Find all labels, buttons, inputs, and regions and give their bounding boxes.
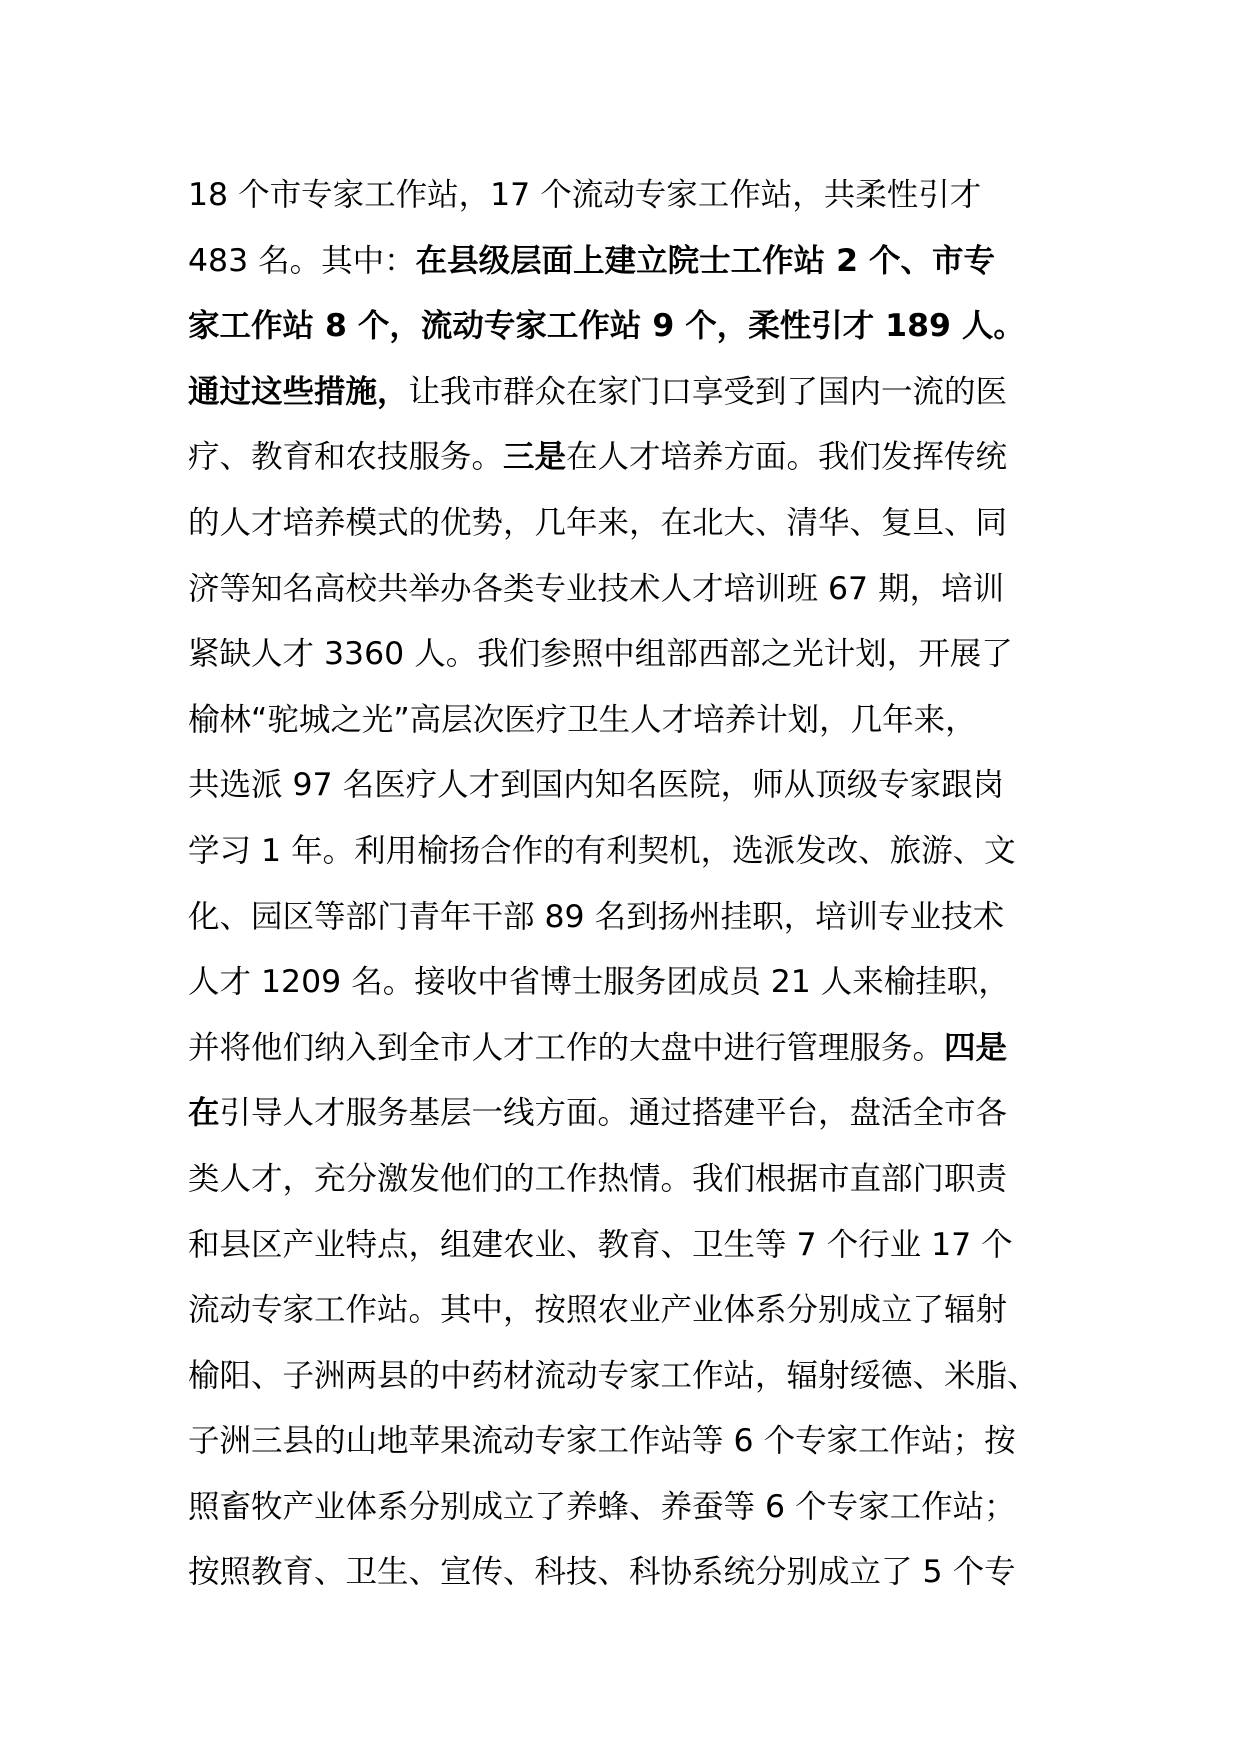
text-line (188, 885, 1088, 951)
text-run: 榆林“驼城之光”高层次医疗卫生人才培养计划，几年来， (188, 701, 977, 738)
text-run: 483 名。其中： (188, 242, 416, 279)
text-line (188, 753, 1088, 819)
text-run: 人才 1209 名。接收中省博士服务团成员 21 人来榆挂职， (188, 964, 1010, 1001)
text-run: 18 个市专家工作站，17 个流动专家工作站，共柔性引才 (188, 177, 982, 213)
text-line (188, 1016, 1088, 1082)
bold-text: 在县级层面上建立院士工作站 2 个、市专 (415, 242, 995, 279)
text-run: 并将他们纳入到全市人才工作的大盘中进行管理服务。 (188, 1029, 945, 1066)
text-line (188, 229, 1088, 295)
text-line (188, 491, 1088, 557)
text-run: 引导人才服务基层一线方面。通过搭建平台，盘活全市各 (219, 1095, 1008, 1132)
text-line (188, 1081, 1088, 1147)
text-run: 的人才培养模式的优势，几年来，在北大、清华、复旦、同 (188, 504, 1008, 541)
text-run: 化、园区等部门青年干部 89 名到扬州挂职，培训专业技术 (188, 898, 1005, 935)
text-line (188, 622, 1088, 688)
text-line (188, 688, 1088, 754)
text-run: 紧缺人才 3360 人。我们参照中组部西部之光计划，开展了 (188, 636, 1013, 673)
text-run: 按照教育、卫生、宣传、科技、科协系统分别成立了 5 个专 (188, 1554, 1016, 1591)
text-run: 类人才，充分激发他们的工作热情。我们根据市直部门职责 (188, 1160, 1008, 1197)
text-line (188, 1213, 1088, 1279)
text-line (188, 819, 1088, 885)
bold-text: 家工作站 8 个，流动专家工作站 9 个，柔性引才 189 人。 (188, 308, 1025, 345)
text-line (188, 950, 1088, 1016)
bold-text: 通过这些措施， (188, 373, 409, 410)
text-line (188, 425, 1088, 491)
text-line (188, 294, 1088, 360)
text-run: 共选派 97 名医疗人才到国内知名医院，师从顶级专家跟岗 (188, 767, 1005, 804)
bold-text: 在 (188, 1095, 220, 1132)
text-run: 流动专家工作站。其中，按照农业产业体系分别成立了辐射 (188, 1292, 1008, 1329)
text-line (188, 1540, 1088, 1606)
body-text (188, 163, 1088, 1606)
text-run: 和县区产业特点，组建农业、教育、卫生等 7 个行业 17 个 (188, 1226, 1013, 1263)
text-line (188, 1475, 1088, 1541)
text-line (188, 557, 1088, 623)
text-line (188, 1147, 1088, 1213)
text-run: 照畜牧产业体系分别成立了养蜂、养蚕等 6 个专家工作站； (188, 1488, 1016, 1525)
text-run: 让我市群众在家门口享受到了国内一流的医 (408, 373, 1008, 410)
text-run: 榆阳、子洲两县的中药材流动专家工作站，辐射绥德、米脂、 (188, 1357, 1039, 1394)
text-line (188, 1409, 1088, 1475)
text-run: 学习 1 年。利用榆扬合作的有利契机，选派发改、旅游、文 (188, 832, 1016, 869)
text-run: 子洲三县的山地苹果流动专家工作站等 6 个专家工作站；按 (188, 1423, 1016, 1460)
text-line (188, 163, 1088, 229)
text-line (188, 360, 1088, 426)
bold-text: 四是 (944, 1029, 1008, 1066)
text-line (188, 1278, 1088, 1344)
text-run: 在人才培养方面。我们发挥传统 (566, 439, 1008, 476)
text-run: 济等知名高校共举办各类专业技术人才培训班 67 期，培训 (188, 570, 1005, 607)
text-line (188, 1344, 1088, 1410)
text-run: 疗、教育和农技服务。 (188, 439, 504, 476)
bold-text: 三是 (503, 439, 567, 476)
